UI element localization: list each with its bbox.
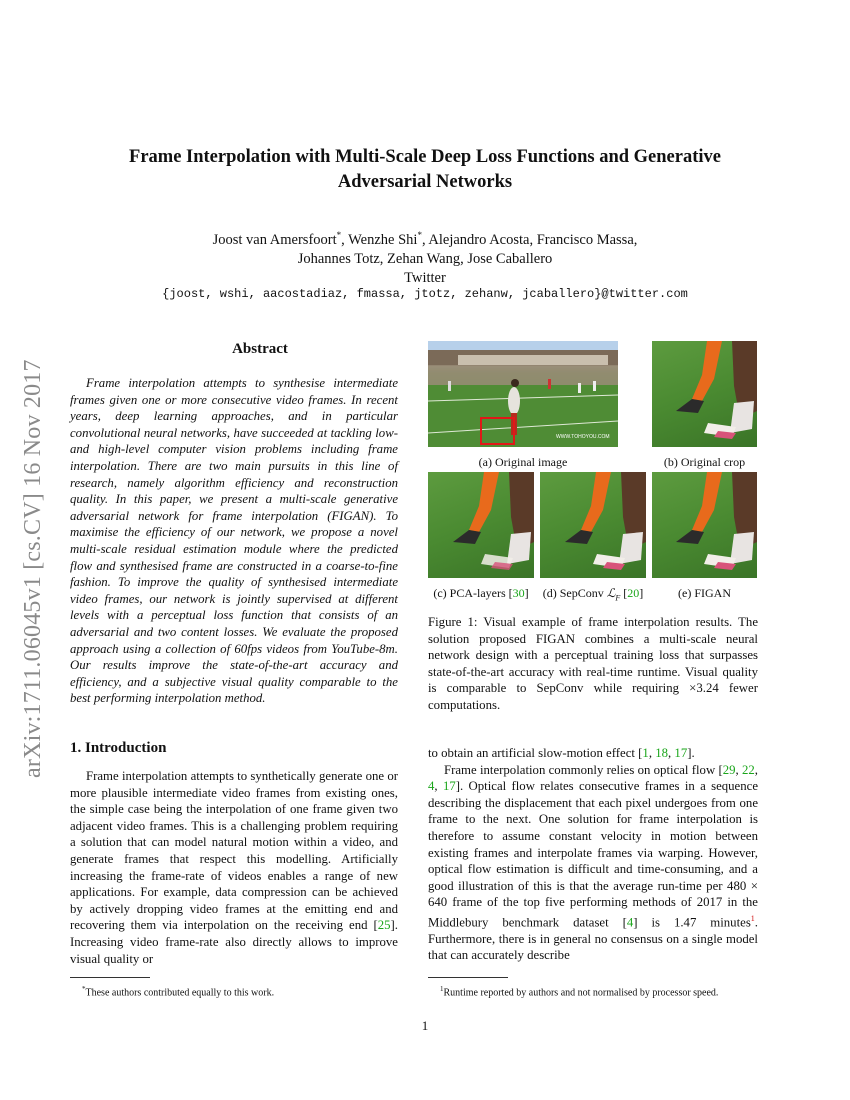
text-segment: , xyxy=(668,746,675,760)
footnote-mark: * xyxy=(82,985,86,993)
citation-link[interactable]: 18 xyxy=(655,746,669,760)
right-column-text xyxy=(428,745,758,964)
citation-link[interactable]: 22 xyxy=(742,762,755,777)
footnote-text: These authors contributed equally to this work. xyxy=(85,987,275,999)
intro-paragraph xyxy=(70,768,398,967)
footnote-runtime xyxy=(440,983,718,999)
footnote-link[interactable]: 1 xyxy=(750,913,755,923)
footnote-equal-contribution xyxy=(82,983,274,999)
loss-subscript: F xyxy=(615,593,621,603)
text-segment: , xyxy=(434,779,443,794)
author-2: , Wenzhe Shi xyxy=(341,231,418,248)
caption-c-text: (c) PCA-layers [ xyxy=(433,586,513,600)
figure-caption: Figure 1: Visual example of frame interpolation results. The solution proposed FIGAN combines a multi-scale neural network design with a perceptual training loss that surpasses state-of-the-art accuracy with real-time runtime. Visual quality is comparable to SepConv while requiring ×3.24 fewer computations. xyxy=(428,615,758,712)
citation-link[interactable]: 1 xyxy=(642,746,649,760)
author-list xyxy=(60,226,790,288)
footnote-divider xyxy=(70,977,150,978)
citation-link[interactable]: 29 xyxy=(722,762,736,777)
section-heading-introduction: 1. Introduction xyxy=(70,740,167,756)
authors-rest: , Alejandro Acosta, Francisco Massa, xyxy=(421,231,638,248)
page-number: 1 xyxy=(421,1018,429,1033)
figure-figan-result xyxy=(652,472,757,578)
text-segment: , xyxy=(735,762,742,777)
crop-e-illustration xyxy=(652,472,757,578)
citation-link[interactable]: 20 xyxy=(627,586,640,600)
caption-c xyxy=(424,586,538,601)
crop-d-illustration xyxy=(540,472,646,578)
title-line-2: Adversarial Networks xyxy=(337,172,513,192)
abstract-text: Frame interpolation attempts to synthesise intermediate frames given one or more consecutive video frames. In recent years, deep learning approaches, and in particular convolutional neural networks, have succeeded at tackling low- and high-level computer vision problems including frame interpolation. There are two main pursuits in this line of research, namely algorithm efficiency and reconstruction quality. In this paper, we present a multi-scale generative adversarial network for frame interpolation (FIGAN). To maximise the efficiency of our network, we propose a novel multi-scale residual estimation module where the predicted flow and synthesised frame are constructed in a coarse-to-fine fashion. To improve the quality of synthesised intermediate video frames, our network is jointly supervised at different levels with a perceptual loss function that consists of an adversarial and two content losses. We evaluate the proposed approach using a collection of 60fps videos from YouTube-8m. Our results improve the state-of-the-art accuracy and efficiency, and a subjective visual quality comparable to the best performing interpolation method. xyxy=(70,376,398,706)
text-segment: Frame interpolation commonly relies on optical flow [ xyxy=(444,762,723,777)
citation-link[interactable]: 30 xyxy=(512,586,525,600)
caption-b: (b) Original crop xyxy=(663,455,746,469)
caption-e: (e) FIGAN xyxy=(678,586,731,600)
citation-link[interactable]: 4 xyxy=(626,915,634,930)
abstract-heading: Abstract xyxy=(232,341,288,357)
image-watermark: WWW.TOHOYOU.COM xyxy=(556,434,610,440)
citation-link[interactable]: 17 xyxy=(442,779,456,794)
original-image-illustration xyxy=(428,341,618,447)
equal-contribution-mark: * xyxy=(336,230,342,240)
crop-c-illustration xyxy=(428,472,534,578)
caption-a: (a) Original image xyxy=(478,455,568,469)
text-segment: , xyxy=(754,762,758,777)
citation-link[interactable]: 4 xyxy=(428,779,435,794)
intro-text-part-2: ]. Increasing video frame-rate also directly allows to improve visual quality or xyxy=(70,918,398,966)
figure-pca-layers-result xyxy=(428,472,534,578)
author-1: Joost van Amersfoort xyxy=(212,231,337,248)
caption-d-text: (d) SepConv xyxy=(542,586,607,600)
text-segment: ] is 1.47 minutes xyxy=(633,915,751,930)
figure-original-image xyxy=(428,341,618,447)
text-segment: . Furthermore, there is in general no consensus on a single model that can accurately describe xyxy=(428,915,758,963)
figure-sepconv-result xyxy=(540,472,646,578)
footnote-divider xyxy=(428,977,508,978)
paper-title xyxy=(60,145,790,195)
text-segment: ]. xyxy=(687,746,695,760)
authors-line-1 xyxy=(60,226,790,250)
loss-symbol: ℒ xyxy=(606,586,616,600)
authors-line-2: Johannes Totz, Zehan Wang, Jose Caballero xyxy=(297,250,553,267)
title-line-1: Frame Interpolation with Multi-Scale Deep Loss Functions and Generative xyxy=(129,147,721,167)
right-paragraph-1 xyxy=(428,745,758,762)
text-segment: , xyxy=(648,746,656,760)
arxiv-identifier: arXiv:1711.06045v1 [cs.CV] 16 Nov 2017 xyxy=(20,359,46,778)
author-emails[interactable]: {joost, wshi, aacostadiaz, fmassa, jtotz, zehanw, jcaballero}@twitter.com xyxy=(162,287,688,301)
affiliation: Twitter xyxy=(404,269,446,286)
text-segment: to obtain an artificial slow-motion effect [ xyxy=(428,746,643,760)
text-segment: ]. Optical flow relates consecutive frames in a sequence describing the displacement that each pixel undergoes from one frame to the next. One solution for frame interpolation is therefore to assume constant velocity in motion between existing frames and interpolate frames via warping. However, optical flow estimation is difficult and time-consuming, and a good illustration of this is that the average run-time per 480 × 640 frame of the top five performing methods of 2017 in the Middlebury benchmark dataset [ xyxy=(428,779,758,930)
right-paragraph-2 xyxy=(428,762,758,964)
crop-b-illustration xyxy=(652,341,757,447)
caption-c-close: ] xyxy=(524,586,529,600)
footnote-mark: 1 xyxy=(440,985,444,993)
caption-d: (d) SepConv ℒ$_F$ [20] xyxy=(542,586,644,603)
footnote-text: Runtime reported by authors and not normalised by processor speed. xyxy=(443,987,719,999)
intro-text-part-1: Frame interpolation attempts to synthetically generate one or more plausible intermediate video frames from existing ones, the simple case being the interpolation of one frame given two adjacent video frames. This is a challenging problem requiring a solution that can model natural motion within a video, and generate frames that respect this modelling. Artificially increasing the frame-rate of videos enables a range of new applications. For example, data compression can be achieved by actively dropping video frames at the emitting end and recovering them via interpolation on the receiving end [ xyxy=(70,769,398,933)
citation-link[interactable]: 17 xyxy=(674,746,688,760)
figure-original-crop xyxy=(652,341,757,447)
equal-contribution-mark: * xyxy=(417,230,422,240)
citation-link[interactable]: 25 xyxy=(377,918,391,933)
